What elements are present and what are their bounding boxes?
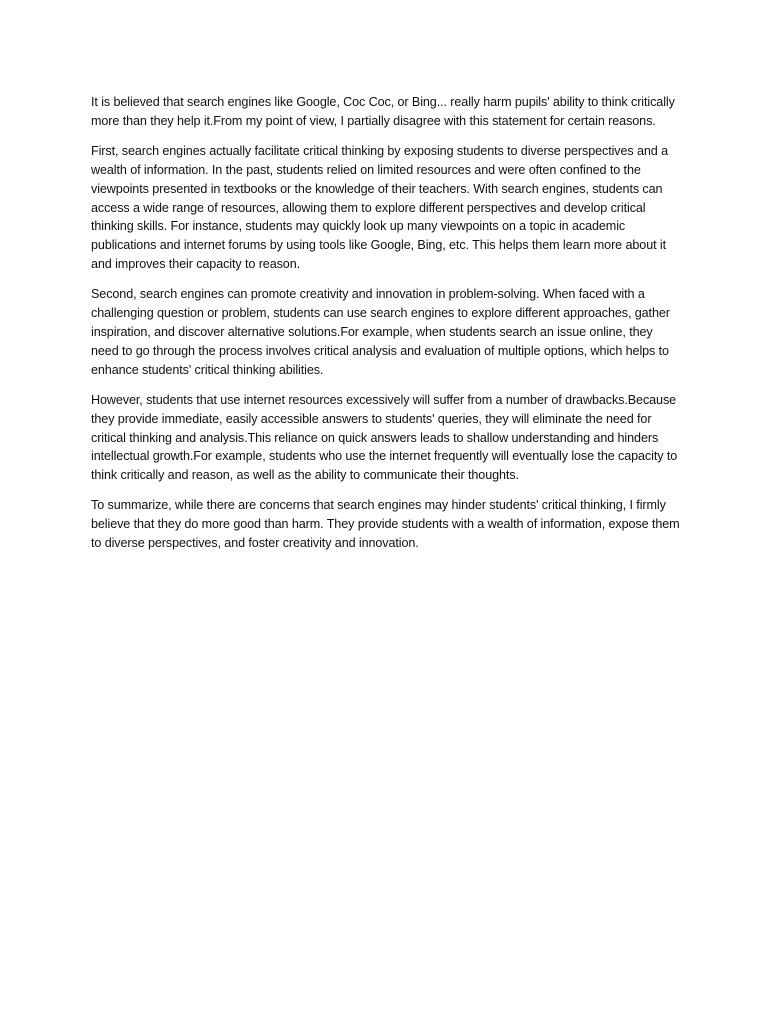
- paragraph-second-argument: Second, search engines can promote creativity and innovation in problem-solving. When faced with a challenging question or problem, students can use search engines to explore different approaches, gather inspiration, and discover alternative solutions.For example, when students search an issue online, they need to go through the process involves critical analysis and evaluation of multiple options, which helps to enhance students' critical thinking abilities.: [91, 287, 670, 377]
- paragraph-introduction: It is believed that search engines like Google, Coc Coc, or Bing... really harm pupils' ability to think critically more than they help it.From my point of view, I partially disagree with this statement for certain reasons.: [91, 95, 675, 128]
- paragraph-counter-argument: However, students that use internet resources excessively will suffer from a number of drawbacks.Because they provide immediate, easily accessible answers to students' queries, they will eliminate the need for critical thinking and analysis.This reliance on quick answers leads to shallow understanding and hinders intellectual growth.For example, students who use the internet frequently will eventually lose the capacity to think critically and reason, as well as the ability to communicate their thoughts.: [91, 392, 678, 483]
- paragraph-conclusion: To summarize, while there are concerns that search engines may hinder students' critical thinking, I firmly believe that they do more good than harm. They provide students with a wealth of information, expose them to diverse perspectives, and foster creativity and innovation.: [91, 498, 680, 551]
- document-body: [91, 93, 683, 564]
- paragraph-first-argument: First, search engines actually facilitate critical thinking by exposing students to diverse perspectives and a wealth of information. In the past, students relied on limited resources and were often confined to the viewpoints presented in textbooks or the knowledge of their teachers. With search engines, students can access a wide range of resources, allowing them to explore different perspectives and develop critical thinking skills. For instance, students may quickly look up many viewpoints on a topic in academic publications and internet forums by using tools like Google, Bing, etc. This helps them learn more about it and improves their capacity to reason.: [91, 143, 669, 272]
